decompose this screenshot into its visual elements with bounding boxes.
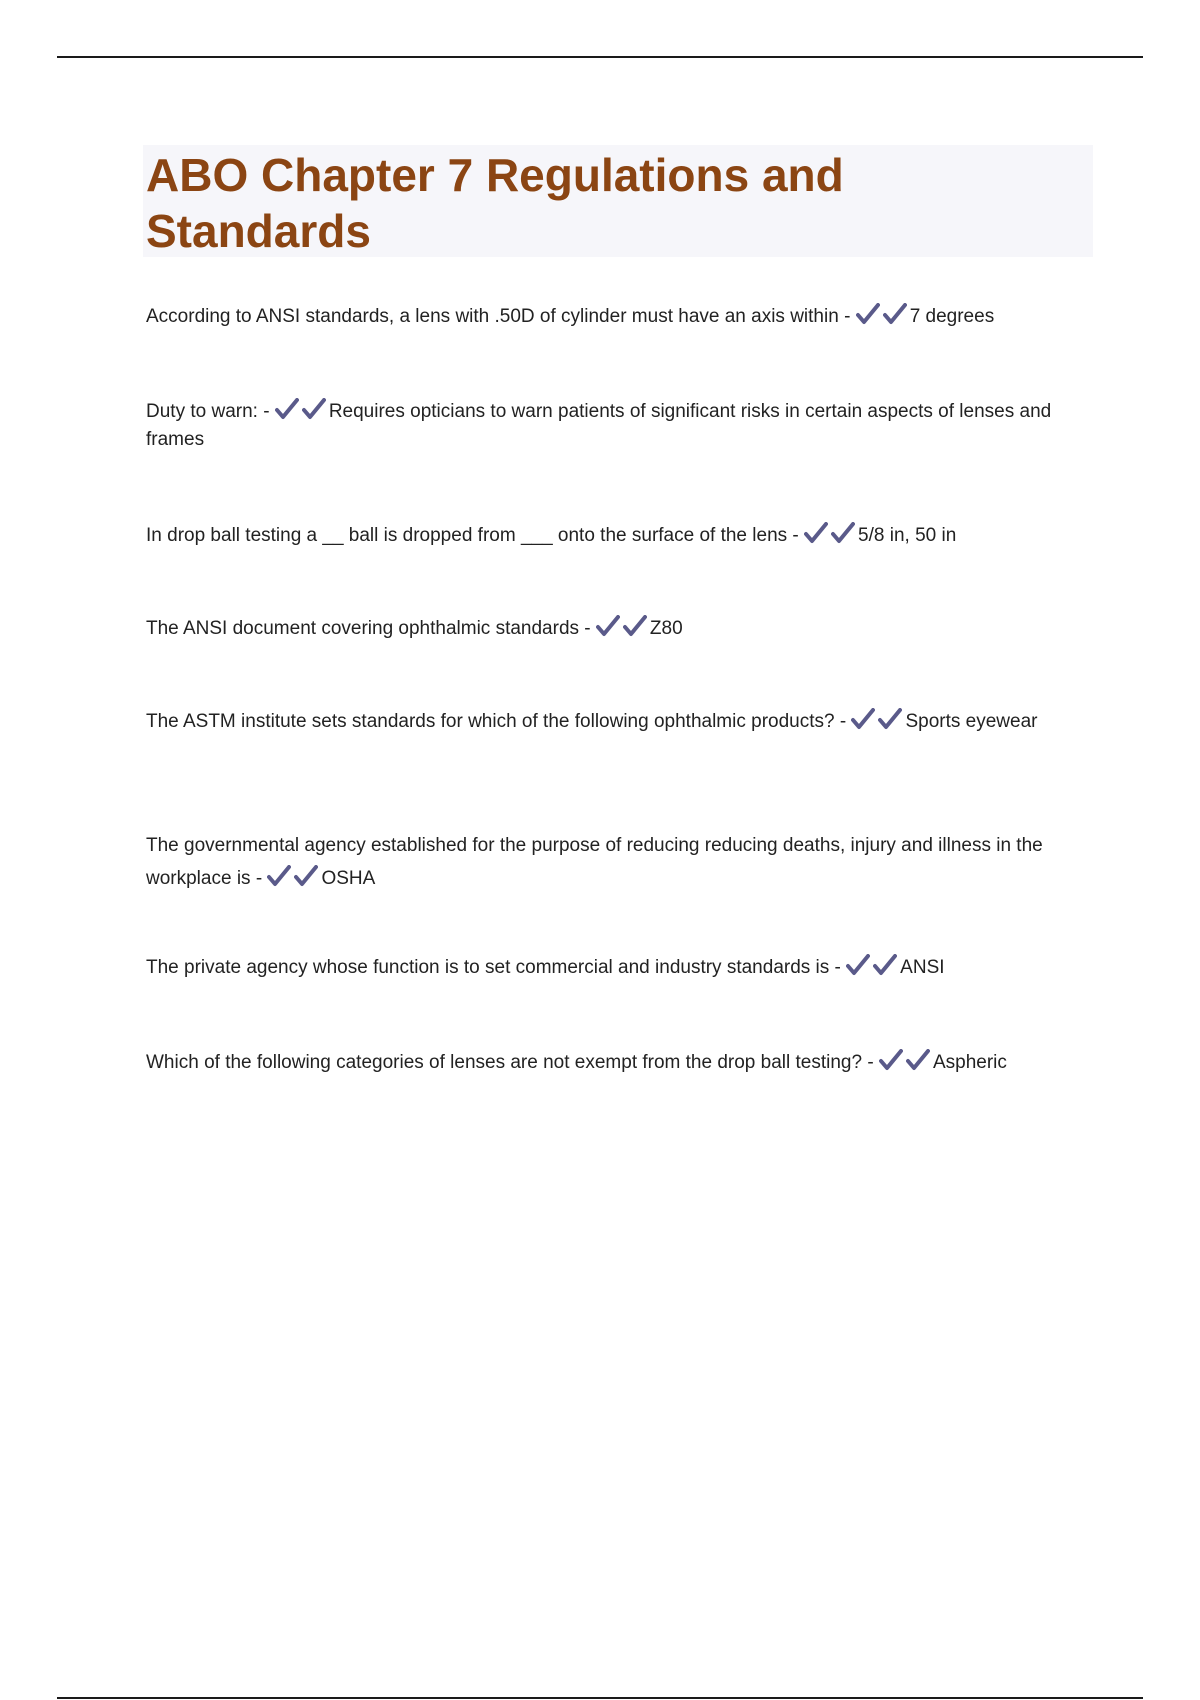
qa-item-3 — [146, 522, 1091, 550]
checkmark-icon — [831, 522, 855, 544]
separator: - — [834, 711, 852, 732]
bottom-rule — [57, 1697, 1143, 1699]
answer-text: Sports eyewear — [905, 711, 1038, 732]
separator: - — [829, 957, 847, 978]
qa-item-8 — [146, 1049, 1091, 1077]
answer-checkmarks — [856, 306, 910, 327]
separator: - — [579, 618, 596, 639]
answer-checkmarks — [275, 401, 329, 422]
checkmark-icon — [873, 954, 897, 976]
top-rule — [57, 56, 1143, 58]
checkmark-icon — [879, 1049, 903, 1071]
checkmark-icon — [302, 398, 326, 420]
qa-item-7 — [146, 954, 1091, 982]
checkmark-icon — [275, 398, 299, 420]
answer-text: 7 degrees — [909, 306, 995, 327]
question-text: The ANSI document covering ophthalmic standards — [146, 618, 580, 639]
checkmark-icon — [883, 303, 907, 325]
qa-item-5 — [146, 707, 1091, 737]
qa-item-2 — [146, 398, 1091, 454]
checkmark-icon — [267, 865, 291, 887]
question-text: Which of the following categories of lenses are not exempt from the drop ball testing? — [146, 1052, 863, 1073]
question-text: Duty to warn: — [146, 401, 258, 422]
question-text: In drop ball testing a __ ball is dropped from ___ onto the surface of the lens — [146, 525, 788, 546]
title-banner — [143, 145, 1093, 257]
page-title-line-1: ABO Chapter 7 Regulations and — [146, 149, 844, 201]
checkmark-icon — [294, 865, 318, 887]
question-text: The private agency whose function is to set commercial and industry standards is — [146, 957, 830, 978]
qa-item-6 — [146, 829, 1091, 895]
question-text: According to ANSI standards, a lens with .50D of cylinder must have an axis within — [146, 306, 839, 327]
question-text: The governmental agency established for the purpose of reducing reducing deaths, injury and illness in the workplace is — [146, 835, 1043, 889]
checkmark-icon — [878, 708, 902, 730]
qa-item-4 — [146, 615, 1091, 643]
answer-checkmarks — [879, 1052, 933, 1073]
separator: - — [838, 306, 856, 327]
answer-text: OSHA — [321, 868, 376, 889]
answer-checkmarks — [267, 868, 321, 889]
answer-checkmarks — [846, 957, 900, 978]
answer-text: Requires opticians to warn patients of significant risks in certain aspects of lenses and frames — [146, 401, 1052, 450]
qa-item-1 — [146, 303, 1091, 331]
checkmark-icon — [856, 303, 880, 325]
page-title-line-2: Standards — [146, 205, 371, 257]
separator: - — [257, 401, 275, 422]
checkmark-icon — [623, 615, 647, 637]
checkmark-icon — [804, 522, 828, 544]
answer-text: ANSI — [900, 957, 945, 978]
checkmark-icon — [846, 954, 870, 976]
answer-text: 5/8 in, 50 in — [858, 525, 957, 546]
separator: - — [250, 868, 268, 889]
answer-checkmarks — [804, 525, 858, 546]
checkmark-icon — [851, 708, 875, 730]
checkmark-icon — [906, 1049, 930, 1071]
answer-text: Z80 — [649, 618, 683, 639]
separator: - — [787, 525, 805, 546]
separator: - — [862, 1052, 879, 1073]
question-text: The ASTM institute sets standards for which of the following ophthalmic products? — [146, 711, 835, 732]
page-title — [146, 147, 1090, 259]
answer-checkmarks — [851, 711, 905, 732]
answer-checkmarks — [596, 618, 650, 639]
answer-text: Aspheric — [932, 1052, 1007, 1073]
checkmark-icon — [596, 615, 620, 637]
